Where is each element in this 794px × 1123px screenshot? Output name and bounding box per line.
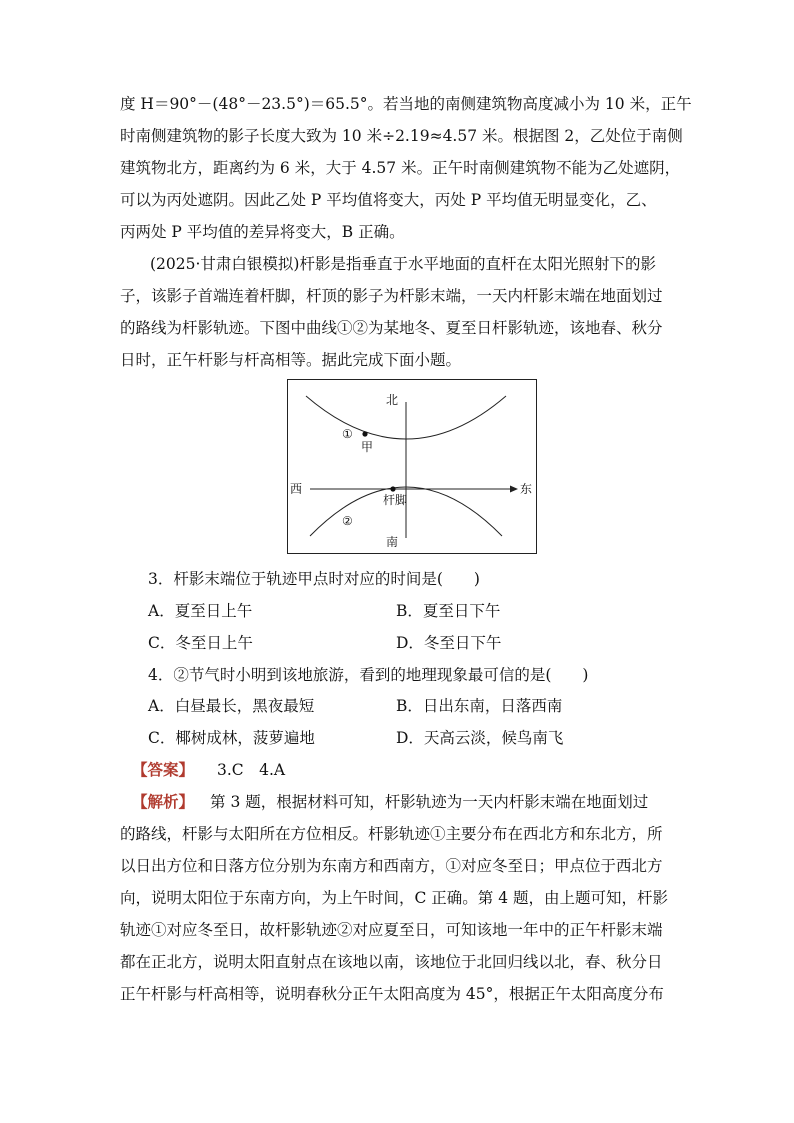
text-line: 正午杆影与杆高相等，说明春秋分正午太阳高度为 45°，根据正午太阳高度分布 (120, 985, 664, 1003)
text-line: 都在正北方，说明太阳直射点在该地以南，该地位于北回归线以北，春、秋分日 (120, 953, 663, 971)
shadow-trajectory-figure (287, 379, 537, 554)
q4-option-d: D．天高云淡，候鸟南飞 (396, 729, 564, 747)
pole-foot-marker (390, 486, 395, 491)
text-line: 日时，正午杆影与杆高相等。据此完成下面小题。 (120, 351, 462, 369)
east-arrow-icon (510, 486, 518, 493)
text-line: 轨迹①对应冬至日，故杆影轨迹②对应夏至日，可知该地一年中的正午杆影末端 (120, 921, 663, 939)
text-line: 度 H＝90°－(48°－23.5°)＝65.5°。若当地的南侧建筑物高度减小为 10 米，正午 (120, 95, 692, 113)
point-jia-marker (362, 431, 367, 436)
q4-option-a: A．白昼最长，黑夜最短 (148, 697, 315, 715)
q3-option-a: A．夏至日上午 (148, 602, 253, 620)
question-3-stem: 3．杆影末端位于轨迹甲点时对应的时间是( ) (148, 570, 480, 588)
analysis-first-line (120, 786, 668, 818)
west-label: 西 (290, 482, 303, 496)
text-line: 建筑物北方，距离约为 6 米，大于 4.57 米。正午时南侧建筑物不能为乙处遮阴， (120, 159, 681, 177)
material-paragraph (120, 248, 668, 376)
text-line: 丙两处 P 平均值的差异将变大，B 正确。 (120, 223, 405, 241)
curve-2-label: ② (342, 514, 353, 528)
answer-label: 【答案】 (132, 760, 195, 779)
text-line: 第 3 题，根据材料可知，杆影轨迹为一天内杆影末端在地面划过 (210, 793, 649, 811)
text-line: (2025·甘肃白银模拟)杆影是指垂直于水平地面的直杆在太阳光照射下的影 (150, 255, 656, 273)
north-label: 北 (386, 393, 399, 407)
curve-1-label: ① (342, 427, 353, 441)
text-line: 的路线为杆影轨迹。下图中曲线①②为某地冬、夏至日杆影轨迹，该地春、秋分 (120, 319, 663, 337)
analysis-label: 【解析】 (132, 792, 195, 811)
answer-line (132, 754, 285, 786)
intro-paragraph (120, 88, 692, 248)
q3-option-c: C．冬至日上午 (148, 634, 253, 652)
trajectory-diagram (288, 380, 536, 553)
text-line: 可以为丙处遮阴。因此乙处 P 平均值将变大，丙处 P 平均值无明显变化，乙、 (120, 191, 657, 209)
pole-foot-label: 杆脚 (383, 493, 408, 507)
q3-option-b: B．夏至日下午 (396, 602, 501, 620)
text-line: 以日出方位和日落方位分别为东南方和西南方，①对应冬至日；甲点位于西北方 (120, 857, 663, 875)
text-line: 向，说明太阳位于东南方向，为上午时间，C 正确。第 4 题，由上题可知，杆影 (120, 889, 669, 907)
south-label: 南 (386, 535, 399, 549)
answer-text: 3.C 4.A (216, 761, 286, 779)
q4-option-b: B．日出东南，日落西南 (396, 697, 563, 715)
q4-option-c: C．椰树成林，菠萝遍地 (148, 729, 315, 747)
east-label: 东 (520, 482, 533, 496)
question-4-stem: 4．②节气时小明到该地旅游，看到的地理现象最可信的是( ) (148, 666, 589, 684)
analysis-paragraph (120, 786, 668, 1010)
q3-option-d: D．冬至日下午 (396, 634, 502, 652)
text-line: 子，该影子首端连着杆脚，杆顶的影子为杆影末端，一天内杆影末端在地面划过 (120, 287, 663, 305)
text-line: 的路线，杆影与太阳所在方位相反。杆影轨迹①主要分布在西北方和东北方，所 (120, 825, 663, 843)
text-line: 时南侧建筑物的影子长度大致为 10 米÷2.19≈4.57 米。根据图 2，乙处位于南侧 (120, 127, 683, 145)
point-jia-label: 甲 (361, 440, 374, 454)
